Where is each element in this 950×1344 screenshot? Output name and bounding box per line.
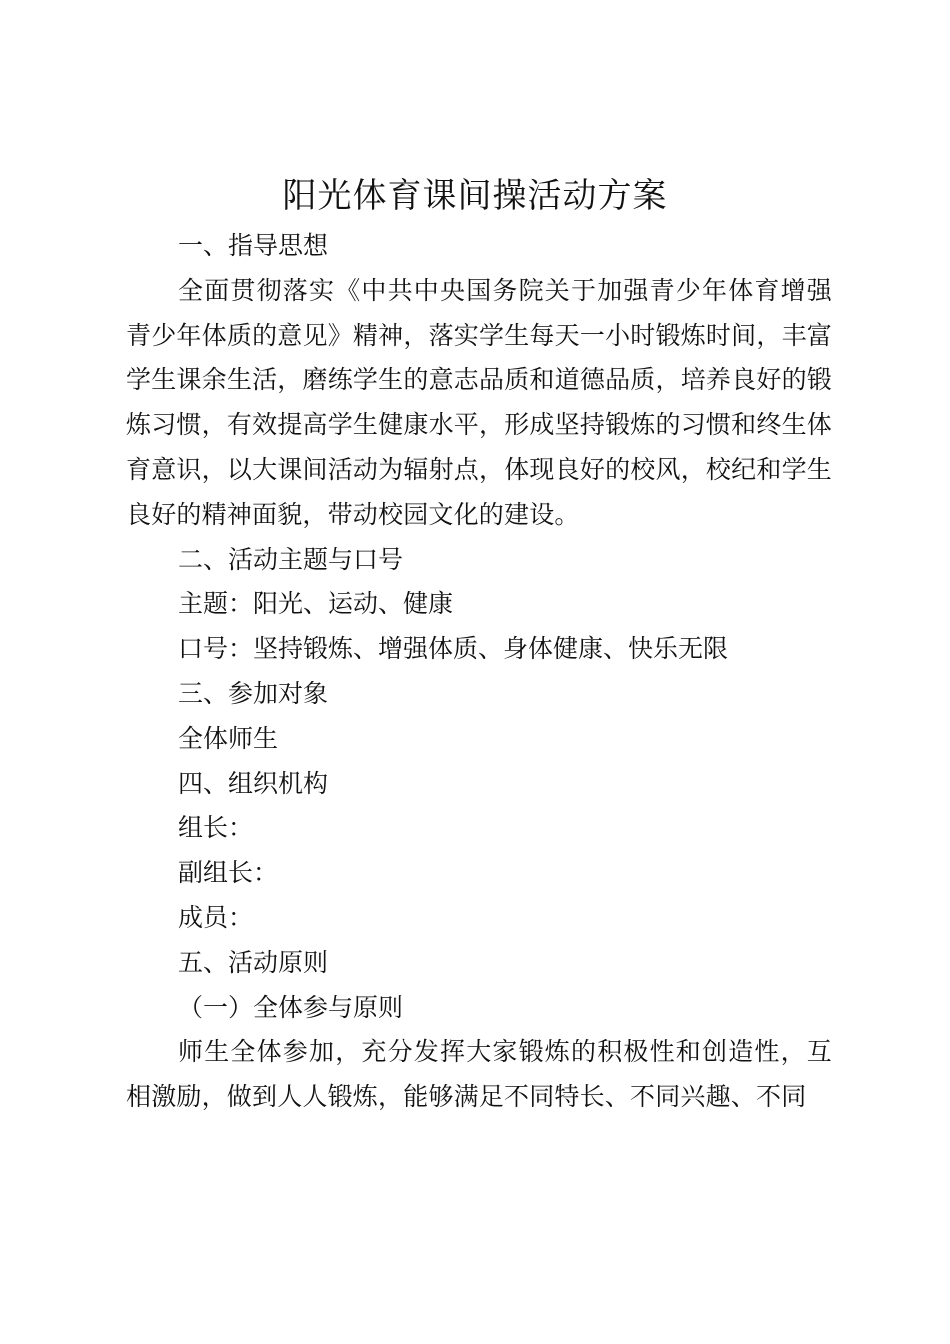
document-title: 阳光体育课间操活动方案 [282, 176, 668, 216]
section-heading-participants: 三、参加对象 [178, 678, 329, 708]
section-heading-guiding-ideology: 一、指导思想 [178, 231, 329, 260]
deputy-leader-label: 副组长： [178, 858, 279, 888]
section-heading-organization: 四、组织机构 [178, 768, 329, 798]
section-heading-theme-and-slogan: 二、活动主题与口号 [178, 544, 404, 574]
section-heading-principles: 五、活动原则 [178, 947, 329, 977]
principle-heading-full-participation: （一）全体参与原则 [178, 992, 404, 1022]
theme-line: 主题：阳光、运动、健康 [178, 589, 454, 619]
document-body [126, 224, 832, 1120]
guiding-ideology-paragraph: 全面贯彻落实《中共中央国务院关于加强青少年体育增强青少年体质的意见》精神，落实学生每天一小时锻炼时间，丰富学生课余生活，磨练学生的意志品质和道德品质，培养良好的锻炼习惯，有效提高学生健康水平，形成坚持锻炼的习惯和终生体育意识，以大课间活动为辐射点，体现良好的校风，校纪和学生良好的精神面貌，带动校园文化的建设。 [126, 275, 832, 529]
participants-line: 全体师生 [178, 723, 279, 753]
leader-label: 组长： [178, 813, 254, 843]
members-label: 成员： [178, 902, 254, 932]
slogan-line: 口号：坚持锻炼、增强体质、身体健康、快乐无限 [178, 634, 729, 664]
full-participation-paragraph: 师生全体参加，充分发挥大家锻炼的积极性和创造性，互相激励，做到人人锻炼，能够满足不同特长、不同兴趣、不同 [126, 1037, 832, 1112]
